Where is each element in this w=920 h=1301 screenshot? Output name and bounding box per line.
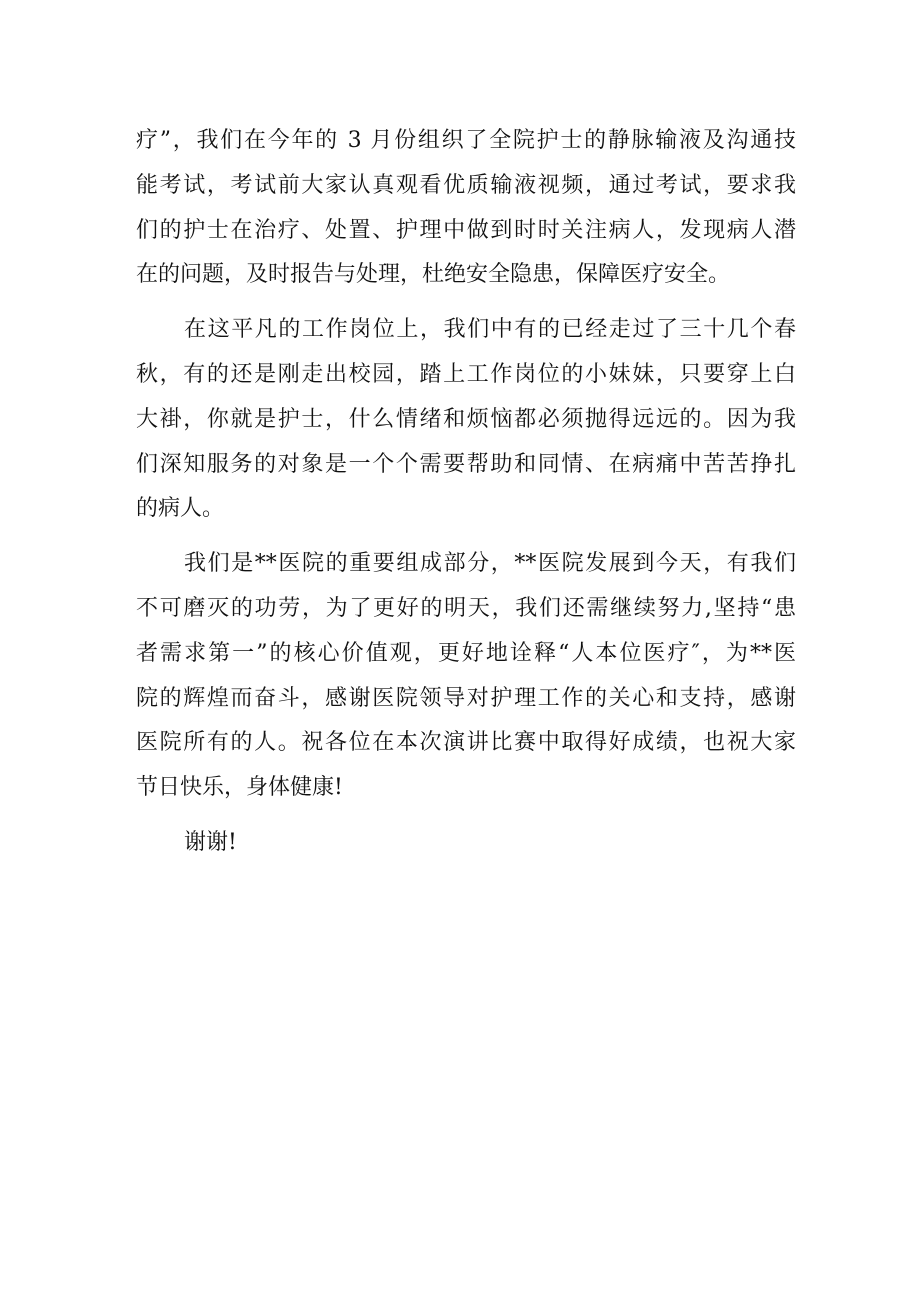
paragraph-line: 大褂，你就是护士，什么情绪和烦恼都必须抛得远远的。因为我 bbox=[136, 406, 796, 432]
paragraph-line: 秋，有的还是刚走出校园，踏上工作岗位的小妹妹，只要穿上白 bbox=[136, 361, 796, 387]
paragraph-line: 在这平凡的工作岗位上，我们中有的已经走过了三十几个春 bbox=[184, 317, 796, 343]
paragraph-line: 在的问题，及时报告与处理，杜绝安全隐患，保障医疗安全。 bbox=[136, 262, 731, 288]
paragraph-line: 我们是**医院的重要组成部分，**医院发展到今天，有我们 bbox=[184, 551, 796, 577]
paragraph-line: 院的辉煌而奋斗，感谢医院领导对护理工作的关心和支持，感谢 bbox=[136, 685, 796, 711]
paragraph-1 bbox=[136, 119, 796, 298]
paragraph-line: 者需求第一”的核心价值观，更好地诠释“人本位医疗″，为**医 bbox=[136, 640, 796, 666]
paragraph-line: 节日快乐，身体健康! bbox=[136, 775, 343, 801]
paragraph-2 bbox=[136, 308, 796, 532]
paragraph-line: 们的护士在治疗、处置、护理中做到时时关注病人，发现病人潜 bbox=[136, 217, 796, 243]
paragraph-line: 疗”，我们在今年的 3 月份组织了全院护士的静脉输液及沟通技 bbox=[136, 128, 796, 153]
paragraph-line: 们深知服务的对象是一个个需要帮助和同情、在病痛中苦苦挣扎 bbox=[136, 451, 796, 477]
closing-paragraph bbox=[136, 821, 796, 866]
paragraph-line: 不可磨灭的功劳，为了更好的明天，我们还需继续努力,坚持“患 bbox=[136, 595, 796, 621]
paragraph-line: 能考试，考试前大家认真观看优质输液视频，通过考试，要求我 bbox=[136, 172, 796, 198]
paragraph-line: 的病人。 bbox=[136, 496, 225, 522]
paragraph-3 bbox=[136, 542, 796, 811]
document-body bbox=[136, 119, 796, 876]
closing-line: 谢谢! bbox=[184, 829, 237, 855]
paragraph-line: 医院所有的人。祝各位在本次演讲比赛中取得好成绩，也祝大家 bbox=[136, 730, 796, 756]
